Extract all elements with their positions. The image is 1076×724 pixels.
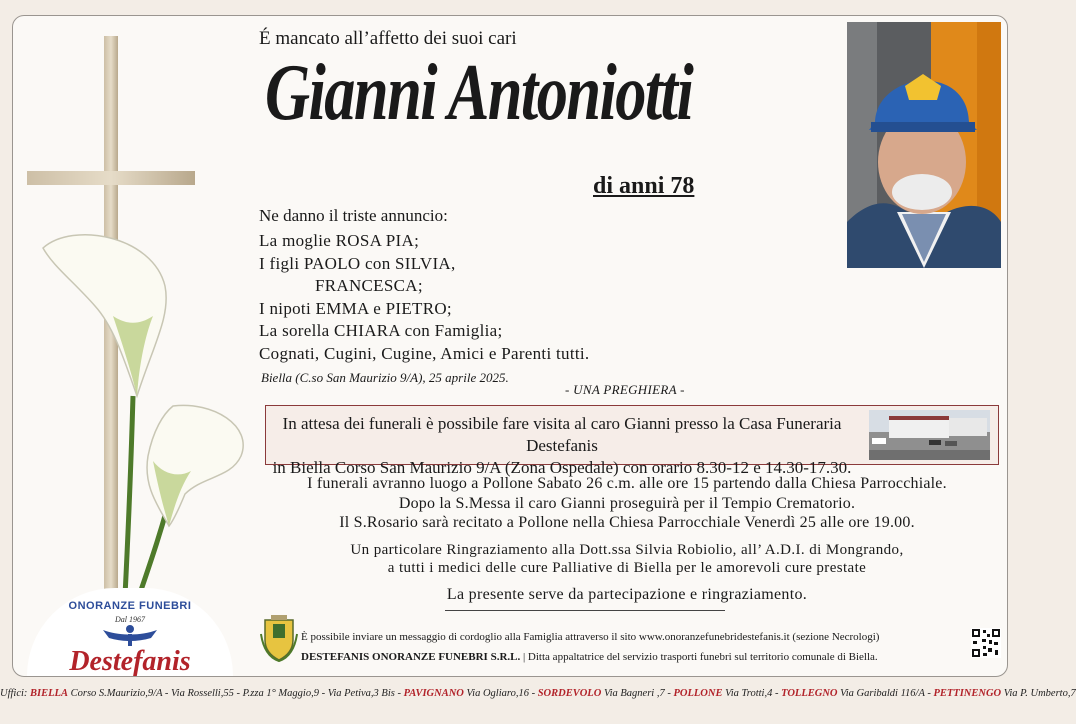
footer-city: SORDEVOLO (537, 688, 602, 699)
visit-line: in Biella Corso San Maurizio 9/A (Zona Ospedale) con orario 8.30-12 e 14.30-17.30. (272, 458, 852, 477)
divider (445, 610, 725, 611)
thanks-text (253, 542, 1001, 577)
footer-address: Via Ogliaro,16 - (463, 688, 538, 699)
visit-text (272, 413, 852, 479)
family-line: La moglie ROSA PIA; (259, 231, 420, 250)
visit-box (265, 405, 999, 477)
family-line: La sorella CHIARA con Famiglia; (259, 321, 503, 340)
offices-footer (0, 688, 1076, 699)
deceased-name: Gianni Antoniotti (265, 49, 693, 137)
company-desc: | Ditta appaltatrice del servizio trasporti funebri sul territorio comunale di Biella. (520, 651, 878, 663)
prayer-text: - UNA PREGHIERA - (565, 382, 685, 397)
footer-city: POLLONE (673, 688, 723, 699)
cross-lily-illustration (13, 16, 253, 616)
age-text: di anni 78 (593, 173, 695, 199)
footer-address: Via Trotti,4 - (722, 688, 782, 699)
participation-text: La presente serve da partecipazione e ringraziamento. (446, 586, 808, 603)
logo-tagline: ONORANZE FUNEBRI (68, 600, 192, 612)
funeral-line: Dopo la S.Messa il caro Gianni proseguirà per il Tempio Crematorio. (398, 494, 856, 512)
qr-code-icon (971, 628, 1001, 658)
thanks-line: Un particolare Ringraziamento alla Dott.ssa Silvia Robiolio, all’ A.D.I. di Mongrando, (350, 542, 904, 558)
deceased-portrait-photo (847, 22, 1001, 268)
funeral-line: I funerali avranno luogo a Pollone Sabato 26 c.m. alle ore 15 partendo dalla Chiesa Parrocchiale. (307, 475, 947, 492)
logo-since: Dal 1967 (115, 615, 145, 624)
company-line (301, 647, 879, 667)
footer-address: Via Bagneri ,7 - (601, 688, 674, 699)
visit-line: In attesa dei funerali è possibile fare visita al caro Gianni presso la Casa Funeraria Destefanis (282, 414, 842, 455)
company-name: DESTEFANIS ONORANZE FUNEBRI S.R.L. (301, 651, 521, 663)
family-list (259, 230, 589, 365)
condolence-message (301, 627, 879, 667)
lily-stem (125, 396, 133, 596)
family-line: I nipoti EMMA e PIETRO; (259, 298, 452, 318)
announce-text: Ne danno il triste annuncio: (259, 206, 448, 225)
funeral-line: Il S.Rosario sarà recitato a Pollone nella Chiesa Parrocchiale Venerdì 25 alle ore 19.00. (339, 514, 915, 531)
cross-horizontal (27, 171, 195, 185)
logo-emblem-icon (101, 624, 159, 646)
family-line: FRANCESCA; (315, 276, 423, 295)
funeral-home-photo (869, 410, 990, 460)
place-date: Biella (C.so San Maurizio 9/A), 25 aprile 2025. (261, 370, 509, 385)
footer-prefix: Uffici: (0, 688, 31, 699)
funeral-info (253, 474, 1001, 533)
footer-city: BIELLA (30, 688, 68, 699)
town-crest-icon (259, 614, 299, 662)
footer-address: Via P. Umberto,7 (1001, 688, 1076, 699)
logo-name: Destefanis (69, 646, 191, 677)
obituary-card (12, 15, 1008, 677)
footer-address: Corso S.Maurizio,9/A - Via Rosselli,55 - P.zza 1° Maggio,9 - Via Petiva,3 Bis - (67, 688, 404, 699)
family-line: Cognati, Cugini, Cugine, Amici e Parenti tutti. (259, 343, 590, 363)
condolence-line: È possibile inviare un messaggio di cordoglio alla Famiglia attraverso il sito www.onoranzefunebridestefanis.it (sezione Necrologi) (301, 631, 880, 643)
family-line: I figli PAOLO con SILVIA, (259, 253, 456, 273)
footer-address: Via Garibaldi 116/A - (837, 688, 934, 699)
intro-text: É mancato all’affetto dei suoi cari (259, 28, 517, 49)
footer-city: PETTINENGO (933, 688, 1002, 699)
footer-city: TOLLEGNO (781, 688, 838, 699)
thanks-line: a tutti i medici delle cure Palliative di Biella per le amorevoli cure prestate (387, 559, 867, 576)
footer-city: PAVIGNANO (403, 688, 464, 699)
calla-lily-flower (147, 405, 243, 526)
destefanis-logo (27, 588, 233, 676)
